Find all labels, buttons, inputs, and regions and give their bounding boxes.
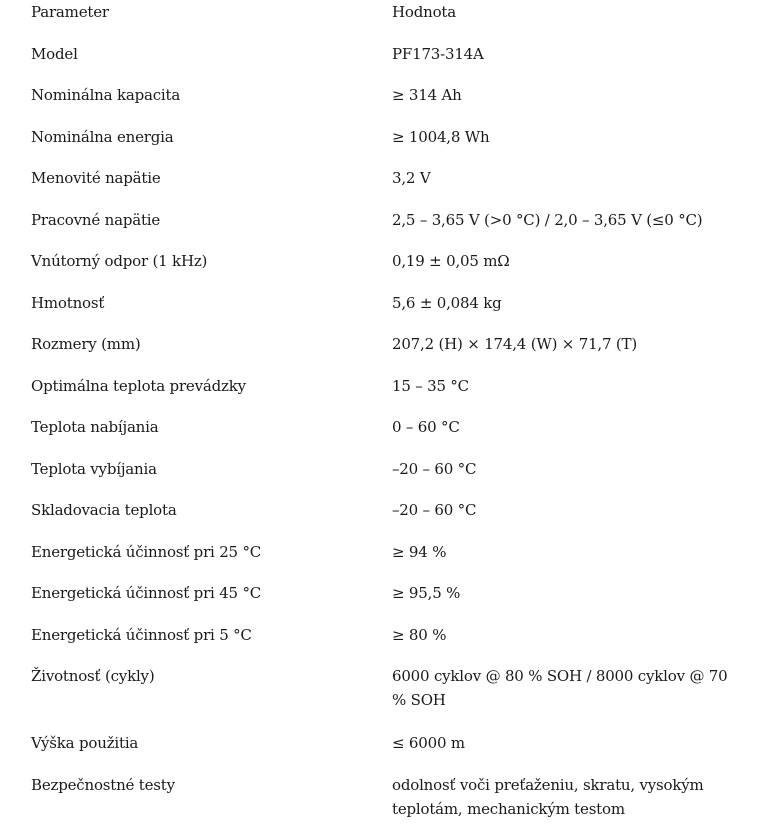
parameter-cell: Životnosť (cykly) <box>31 667 155 685</box>
table-row <box>0 731 757 773</box>
parameter-cell: Energetická účinnosť pri 5 °C <box>31 625 252 644</box>
value-cell: 3,2 V <box>392 169 431 187</box>
value-cell: ≥ 80 % <box>392 625 447 644</box>
value-cell: 2,5 – 3,65 V (>0 °C) / 2,0 – 3,65 V (≤0 °C) <box>392 210 703 229</box>
table-row <box>0 42 757 84</box>
table-row <box>0 83 757 125</box>
value-cell: ≥ 95,5 % <box>392 584 461 602</box>
table-row <box>0 540 757 582</box>
value-cell: ≥ 94 % <box>392 542 447 561</box>
table-row <box>0 208 757 250</box>
value-cell: 6000 cyklov @ 80 % SOH / 8000 cyklov @ 70 % SOH <box>392 667 728 709</box>
value-cell: –20 – 60 °C <box>392 501 477 519</box>
value-cell: PF173-314A <box>392 44 484 63</box>
table-row <box>0 581 757 623</box>
table-row <box>0 773 757 840</box>
parameter-cell: Nominálna kapacita <box>31 86 181 104</box>
header-parameter: Parameter <box>31 3 109 21</box>
value-cell: 0,19 ± 0,05 mΩ <box>392 252 510 270</box>
parameter-cell: Rozmery (mm) <box>31 335 141 353</box>
value-cell: ≥ 1004,8 Wh <box>392 127 490 146</box>
table-row <box>0 664 757 731</box>
parameter-cell: Bezpečnostné testy <box>31 775 175 794</box>
value-cell: 5,6 ± 0,084 kg <box>392 293 502 312</box>
parameter-cell: Pracovné napätie <box>31 210 161 229</box>
parameter-cell: Nominálna energia <box>31 127 174 146</box>
value-cell: odolnosť voči preťaženiu, skratu, vysokým teplotám, mechanickým testom <box>392 775 704 818</box>
table-row <box>0 249 757 291</box>
table-row <box>0 125 757 167</box>
table-row <box>0 374 757 416</box>
value-cell: 0 – 60 °C <box>392 418 460 436</box>
table-row <box>0 332 757 374</box>
parameter-cell: Optimálna teplota prevádzky <box>31 376 246 395</box>
header-value: Hodnota <box>392 3 456 21</box>
value-cell: ≥ 314 Ah <box>392 86 462 104</box>
table-header-row <box>0 0 757 42</box>
value-cell: –20 – 60 °C <box>392 459 477 478</box>
value-cell: ≤ 6000 m <box>392 734 465 752</box>
parameter-cell: Energetická účinnosť pri 45 °C <box>31 584 262 602</box>
table-row <box>0 623 757 665</box>
table-row <box>0 291 757 333</box>
parameter-cell: Hmotnosť <box>31 293 105 312</box>
parameter-cell: Výška použitia <box>31 734 139 752</box>
parameter-cell: Energetická účinnosť pri 25 °C <box>31 542 262 561</box>
table-row <box>0 415 757 457</box>
value-cell: 15 – 35 °C <box>392 376 469 395</box>
parameter-cell: Teplota vybíjania <box>31 459 157 478</box>
value-cell: 207,2 (H) × 174,4 (W) × 71,7 (T) <box>392 335 638 353</box>
parameter-cell: Teplota nabíjania <box>31 418 159 436</box>
parameter-cell: Menovité napätie <box>31 169 161 187</box>
table-row <box>0 457 757 499</box>
parameter-cell: Vnútorný odpor (1 kHz) <box>31 252 208 270</box>
parameter-cell: Model <box>31 44 78 63</box>
table-row <box>0 166 757 208</box>
table-row <box>0 498 757 540</box>
parameter-cell: Skladovacia teplota <box>31 501 177 519</box>
